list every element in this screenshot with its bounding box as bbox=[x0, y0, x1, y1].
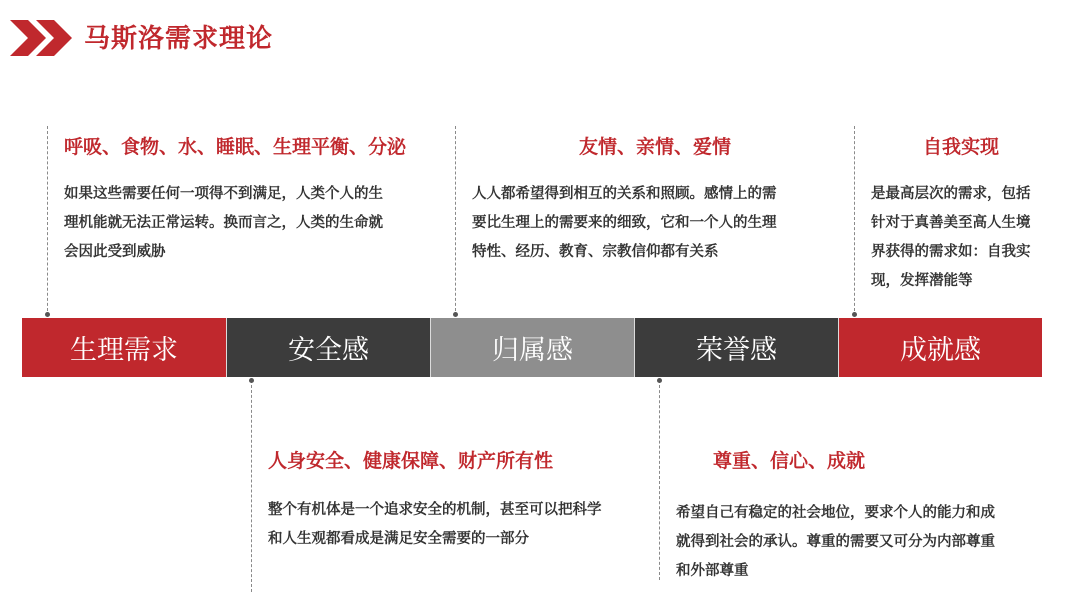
description-line: 希望自己有稳定的社会地位，要求个人的能力和成 bbox=[676, 505, 995, 521]
connector-line-belonging bbox=[455, 126, 456, 316]
description-line: 和人生观都看成是满足安全需要的一部分 bbox=[268, 531, 529, 547]
connector-line-actualization bbox=[854, 126, 855, 316]
connector-dot-belonging bbox=[453, 312, 458, 317]
description-line: 界获得的需求如：自我实 bbox=[871, 244, 1031, 260]
esteem-title: 尊重、信心、成就 bbox=[713, 450, 866, 472]
safety-title: 人身安全、健康保障、财产所有性 bbox=[268, 450, 554, 472]
connector-dot-esteem bbox=[657, 378, 662, 383]
level-belonging: 归属感 bbox=[430, 318, 634, 377]
actualization-description bbox=[871, 180, 1031, 296]
connector-dot-actualization bbox=[852, 312, 857, 317]
description-line: 理机能就无法正常运转。换而言之，人类的生命就 bbox=[64, 215, 383, 231]
level-esteem: 荣誉感 bbox=[634, 318, 838, 377]
description-line: 如果这些需要任何一项得不到满足，人类个人的生 bbox=[64, 186, 383, 202]
description-line: 现，发挥潜能等 bbox=[871, 273, 973, 289]
description-line: 特性、经历、教育、宗教信仰都有关系 bbox=[472, 244, 719, 260]
actualization-title: 自我实现 bbox=[923, 136, 1000, 158]
maslow-level-bar bbox=[22, 318, 1042, 377]
description-line: 人人都希望得到相互的关系和照顾。感情上的需 bbox=[472, 186, 777, 202]
belonging-title: 友情、亲情、爱情 bbox=[579, 136, 732, 158]
esteem-description bbox=[676, 499, 995, 586]
physiological-description bbox=[64, 180, 383, 267]
belonging-description bbox=[472, 180, 777, 267]
connector-dot-physiological bbox=[45, 312, 50, 317]
description-line: 就得到社会的承认。尊重的需要又可分为内部尊重 bbox=[676, 534, 995, 550]
description-line: 针对于真善美至高人生境 bbox=[871, 215, 1031, 231]
physiological-title: 呼吸、食物、水、睡眠、生理平衡、分泌 bbox=[64, 136, 407, 158]
level-physiological: 生理需求 bbox=[22, 318, 226, 377]
description-line: 是最高层次的需求，包括 bbox=[871, 186, 1031, 202]
connector-line-safety bbox=[251, 380, 252, 592]
description-line: 要比生理上的需要来的细致，它和一个人的生理 bbox=[472, 215, 777, 231]
safety-description bbox=[268, 496, 602, 554]
description-line: 和外部尊重 bbox=[676, 563, 749, 579]
description-line: 整个有机体是一个追求安全的机制，甚至可以把科学 bbox=[268, 502, 602, 518]
connector-dot-safety bbox=[249, 378, 254, 383]
chevron-logo-icon bbox=[10, 20, 80, 56]
connector-line-physiological bbox=[47, 126, 48, 316]
page-title: 马斯洛需求理论 bbox=[84, 24, 274, 54]
description-line: 会因此受到威胁 bbox=[64, 244, 166, 260]
level-actualization: 成就感 bbox=[838, 318, 1042, 377]
level-safety: 安全感 bbox=[226, 318, 430, 377]
connector-line-esteem bbox=[659, 380, 660, 580]
